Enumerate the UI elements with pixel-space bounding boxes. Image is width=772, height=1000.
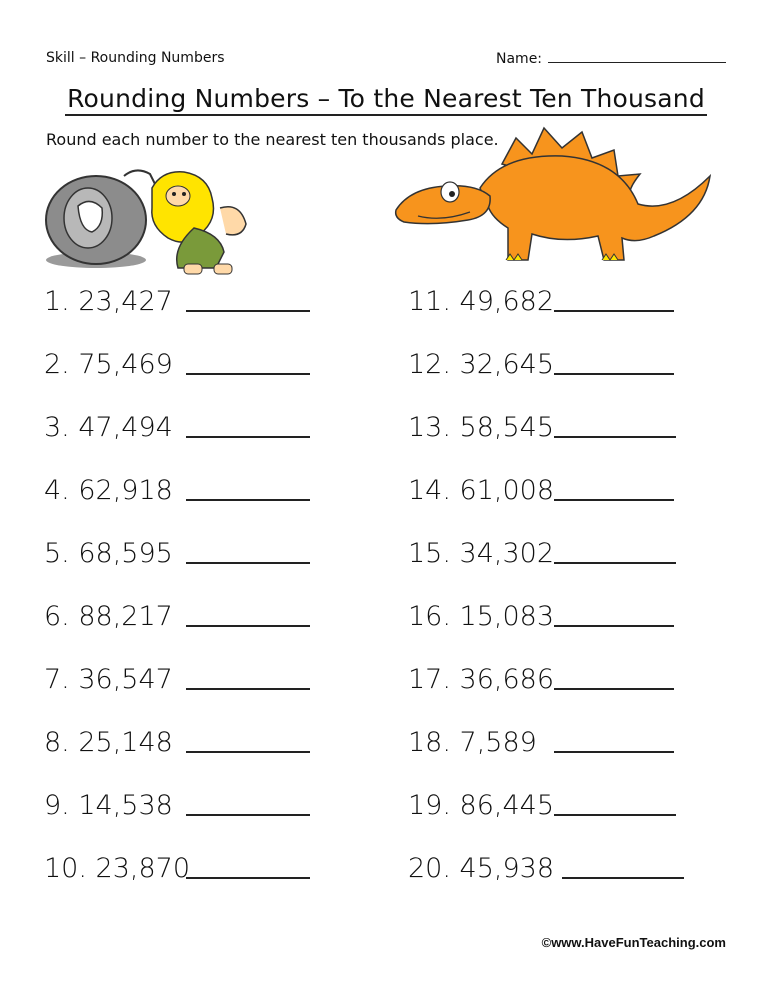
instructions: Round each number to the nearest ten thousands place. bbox=[46, 130, 499, 149]
footer-copyright: ©www.HaveFunTeaching.com bbox=[541, 935, 726, 950]
caveman-wheel-illustration bbox=[44, 168, 264, 276]
stegosaurus-illustration bbox=[392, 124, 722, 270]
problem-7: 7. 36,547 bbox=[44, 664, 173, 695]
skill-label: Skill – Rounding Numbers bbox=[46, 50, 225, 66]
problem-1: 1. 23,427 bbox=[44, 286, 173, 317]
problem-17: 17. 36,686 bbox=[408, 664, 554, 695]
problem-10: 10. 23,870 bbox=[44, 853, 190, 884]
answer-line-8[interactable] bbox=[186, 727, 310, 760]
problem-11: 11. 49,682 bbox=[408, 286, 554, 317]
answer-line-14[interactable] bbox=[554, 475, 674, 508]
answer-line-5[interactable] bbox=[186, 538, 310, 571]
problem-20: 20. 45,938 bbox=[408, 853, 554, 884]
problem-8: 8. 25,148 bbox=[44, 727, 173, 758]
answer-line-4[interactable] bbox=[186, 475, 310, 508]
problem-2: 2. 75,469 bbox=[44, 349, 173, 380]
answer-line-11[interactable] bbox=[554, 286, 674, 319]
answer-line-19[interactable] bbox=[554, 790, 676, 823]
answer-line-17[interactable] bbox=[554, 664, 674, 697]
worksheet-title bbox=[0, 84, 772, 113]
answer-line-13[interactable] bbox=[554, 412, 676, 445]
answer-line-6[interactable] bbox=[186, 601, 310, 634]
problem-16: 16. 15,083 bbox=[408, 601, 554, 632]
problem-4: 4. 62,918 bbox=[44, 475, 173, 506]
answer-line-1[interactable] bbox=[186, 286, 310, 319]
name-line[interactable] bbox=[548, 50, 726, 63]
problem-15: 15. 34,302 bbox=[408, 538, 554, 569]
problem-3: 3. 47,494 bbox=[44, 412, 173, 443]
answer-line-18[interactable] bbox=[554, 727, 674, 760]
worksheet-title-text: Rounding Numbers – To the Nearest Ten Thousand bbox=[65, 84, 707, 116]
problem-14: 14. 61,008 bbox=[408, 475, 554, 506]
problem-6: 6. 88,217 bbox=[44, 601, 173, 632]
problem-19: 19. 86,445 bbox=[408, 790, 554, 821]
problem-13: 13. 58,545 bbox=[408, 412, 554, 443]
answer-line-3[interactable] bbox=[186, 412, 310, 445]
name-field[interactable] bbox=[496, 50, 726, 67]
answer-line-7[interactable] bbox=[186, 664, 310, 697]
answer-line-20[interactable] bbox=[562, 853, 684, 886]
problem-5: 5. 68,595 bbox=[44, 538, 173, 569]
answer-line-16[interactable] bbox=[554, 601, 674, 634]
answer-line-15[interactable] bbox=[554, 538, 676, 571]
problem-12: 12. 32,645 bbox=[408, 349, 554, 380]
answer-line-10[interactable] bbox=[186, 853, 310, 886]
answer-line-12[interactable] bbox=[554, 349, 674, 382]
name-label: Name: bbox=[496, 51, 543, 67]
answer-line-9[interactable] bbox=[186, 790, 310, 823]
problem-18: 18. 7,589 bbox=[408, 727, 537, 758]
answer-line-2[interactable] bbox=[186, 349, 310, 382]
problem-9: 9. 14,538 bbox=[44, 790, 173, 821]
